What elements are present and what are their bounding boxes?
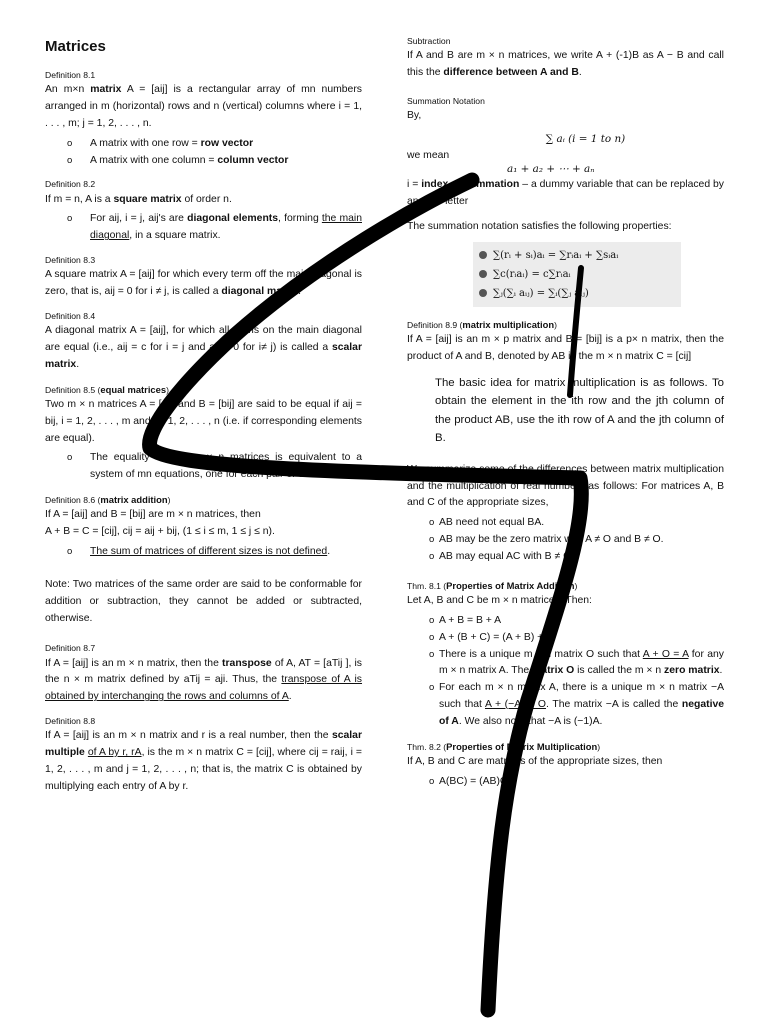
summation-property: ∑c(rᵢaᵢ) = c∑rᵢaᵢ [479, 265, 675, 284]
definition-8-1-list [45, 136, 362, 170]
definition-8-5-list [45, 450, 362, 484]
theorem-8-1-list [407, 613, 724, 731]
bullet-icon [479, 251, 487, 259]
definition-8-2-text: If m = n, A is a square matrix of order n. [45, 193, 232, 205]
list-item: o For each m × n matrix A, there is a unique m × n matrix −A such that A + (−A) = O. The matrix −A is called the negative of A. We also note that −A is (−1)A. [407, 680, 724, 731]
definition-8-2-list [45, 211, 362, 245]
list-item: o A matrix with one row = row vector [45, 136, 362, 153]
theorem-8-2-label: Thm. 8.2 (Properties of Matrix Multiplication) [407, 740, 601, 752]
definition-8-5-label: Definition 8.5 (equal matrices) [45, 383, 169, 395]
summary-text: We summarize some of the differences between matrix multiplication and the multiplication of real numbers as follows: For matrices A, B and C of the appropriate sizes, [407, 463, 724, 509]
definition-8-6-list [45, 544, 362, 561]
definition-8-3-text: A square matrix A = [aij] for which every term off the main diagonal is zero, that is, aij = 0 for i ≠ j, is called a diagonal matrix. [45, 269, 362, 298]
summation-property: ∑(rᵢ + sᵢ)aᵢ = ∑rᵢaᵢ + ∑sᵢaᵢ [479, 246, 675, 265]
definition-8-6-label: Definition 8.6 (matrix addition) [45, 494, 171, 506]
summation-we-mean: we mean [407, 149, 450, 161]
summation-index-text: i = index of summation – a dummy variable that can be replaced by another letter [407, 179, 724, 208]
list-item: o A + (B + C) = (A + B) + C [407, 630, 724, 647]
definition-8-5-text: Two m × n matrices A = [aij] and B = [bij] are said to be equal if aij = bij, i = 1, 2, . . . , m and j = 1, 2, . . . , n (i.e. if corresponding elements are equal). [45, 398, 362, 444]
page-title: Matrices [45, 38, 106, 55]
bullet-icon [479, 270, 487, 278]
list-item: o The sum of matrices of different sizes is not defined. [45, 544, 362, 561]
summary-list [407, 515, 724, 566]
definition-8-3-label: Definition 8.3 [45, 255, 96, 266]
summation-formula: ∑ aᵢ (i = 1 to n) [545, 132, 626, 145]
subtraction-text: If A and B are m × n matrices, we write A + (-1)B as A − B and call this the difference between A and B. [407, 50, 724, 79]
theorem-8-2-intro: If A, B and C are matrices of the appropriate sizes, then [407, 755, 663, 767]
list-item: o There is a unique m × n matrix O such that A + O = A for any m × n matrix A. The matrix O is called the m × n zero matrix. [407, 647, 724, 681]
definition-8-4-label: Definition 8.4 [45, 310, 96, 321]
definition-8-9-idea: The basic idea for matrix multiplication is as follows. To obtain the element in the ith row and the jth column of the product AB, use the ith row of A and the jth column of B. [435, 376, 724, 445]
summation-label: Summation Notation [407, 95, 485, 106]
definition-8-6-line2: A + B = C = [cij], cij = aij + bij, (1 ≤ i ≤ m, 1 ≤ j ≤ n). [45, 526, 275, 538]
list-item: o For aij, i = j, aij's are diagonal elements, forming the main diagonal, in a square matrix. [45, 211, 362, 245]
summation-properties-box [473, 242, 681, 307]
list-item: o AB need not equal BA. [407, 515, 724, 532]
summation-expansion: a₁ + a₂ + ⋯ + aₙ [507, 162, 595, 175]
list-item: o AB may be the zero matrix with A ≠ O and B ≠ O. [407, 532, 724, 549]
definition-8-1-label: Definition 8.1 [45, 70, 96, 80]
definition-8-9-text: If A = [aij] is an m × p matrix and B = [bij] is a p× n matrix, then the product of A and B, denoted by AB is the m × n matrix C = [cij] [407, 334, 724, 362]
list-item: o A matrix with one column = column vector [45, 153, 362, 170]
summation-by: By, [407, 110, 422, 122]
definition-8-8-text: If A = [aij] is an m × n matrix and r is a real number, then the scalar multiple of A by r, rA, is the m × n matrix C = [cij], where cij = raij, i = 1, 2, . . . , m and j = 1, 2, . . . , n; that is, the matrix C is obtained by multiplying each entry of A by r. [45, 730, 362, 792]
theorem-8-2-list [407, 774, 724, 791]
definition-8-7-text: If A = [aij] is an m × n matrix, then the transpose of A, AT = [aTij ], is the n × m matrix defined by aTij = aji. Thus, the transpose of A is obtained by interchanging the rows and columns of A. [45, 657, 363, 703]
list-item: o A(BC) = (AB)C. [407, 774, 724, 791]
list-item: o The equality of two m × n matrices is equivalent to a system of mn equations, one for each pair of elements. [45, 450, 362, 484]
note-text: Note: Two matrices of the same order are said to be conformable for addition or subtraction, they cannot be added or subtracted, otherwise. [45, 578, 362, 624]
subtraction-label: Subtraction [407, 36, 451, 46]
definition-8-1-text: An m×n matrix A = [aij] is a rectangular array of mn numbers arranged in m (horizontal) rows and n (vertical) columns where i = 1, . . . , m; j = 1, 2, . . . , n. [45, 84, 362, 129]
list-item: o AB may equal AC with B ≠ C. [407, 549, 724, 566]
left-column [45, 34, 362, 796]
definition-8-6-line1: If A = [aij] and B = [bij] are m × n matrices, then [45, 509, 261, 521]
theorem-8-1-intro: Let A, B and C be m × n matrices. Then: [407, 595, 592, 606]
summation-property: ∑ⱼ(∑ᵢ aᵢⱼ) = ∑ᵢ(∑ⱼ aᵢⱼ) [479, 284, 675, 303]
definition-8-8-label: Definition 8.8 [45, 716, 96, 727]
theorem-8-1-label: Thm. 8.1 (Properties of Matrix Addition) [407, 579, 578, 591]
right-column [407, 34, 724, 791]
definition-8-7-label: Definition 8.7 [45, 643, 96, 654]
definition-8-4-text: A diagonal matrix A = [aij], for which all terms on the main diagonal are equal (i.e., aij = c for i = j and aij = 0 for i≠ j) is called a scalar matrix. [45, 325, 362, 370]
definition-8-2-label: Definition 8.2 [45, 179, 96, 190]
bullet-icon [479, 289, 487, 297]
definition-8-9-label: Definition 8.9 (matrix multiplication) [407, 318, 557, 330]
list-item: o A + B = B + A [407, 613, 724, 630]
summation-properties-intro: The summation notation satisfies the following properties: [407, 221, 672, 233]
